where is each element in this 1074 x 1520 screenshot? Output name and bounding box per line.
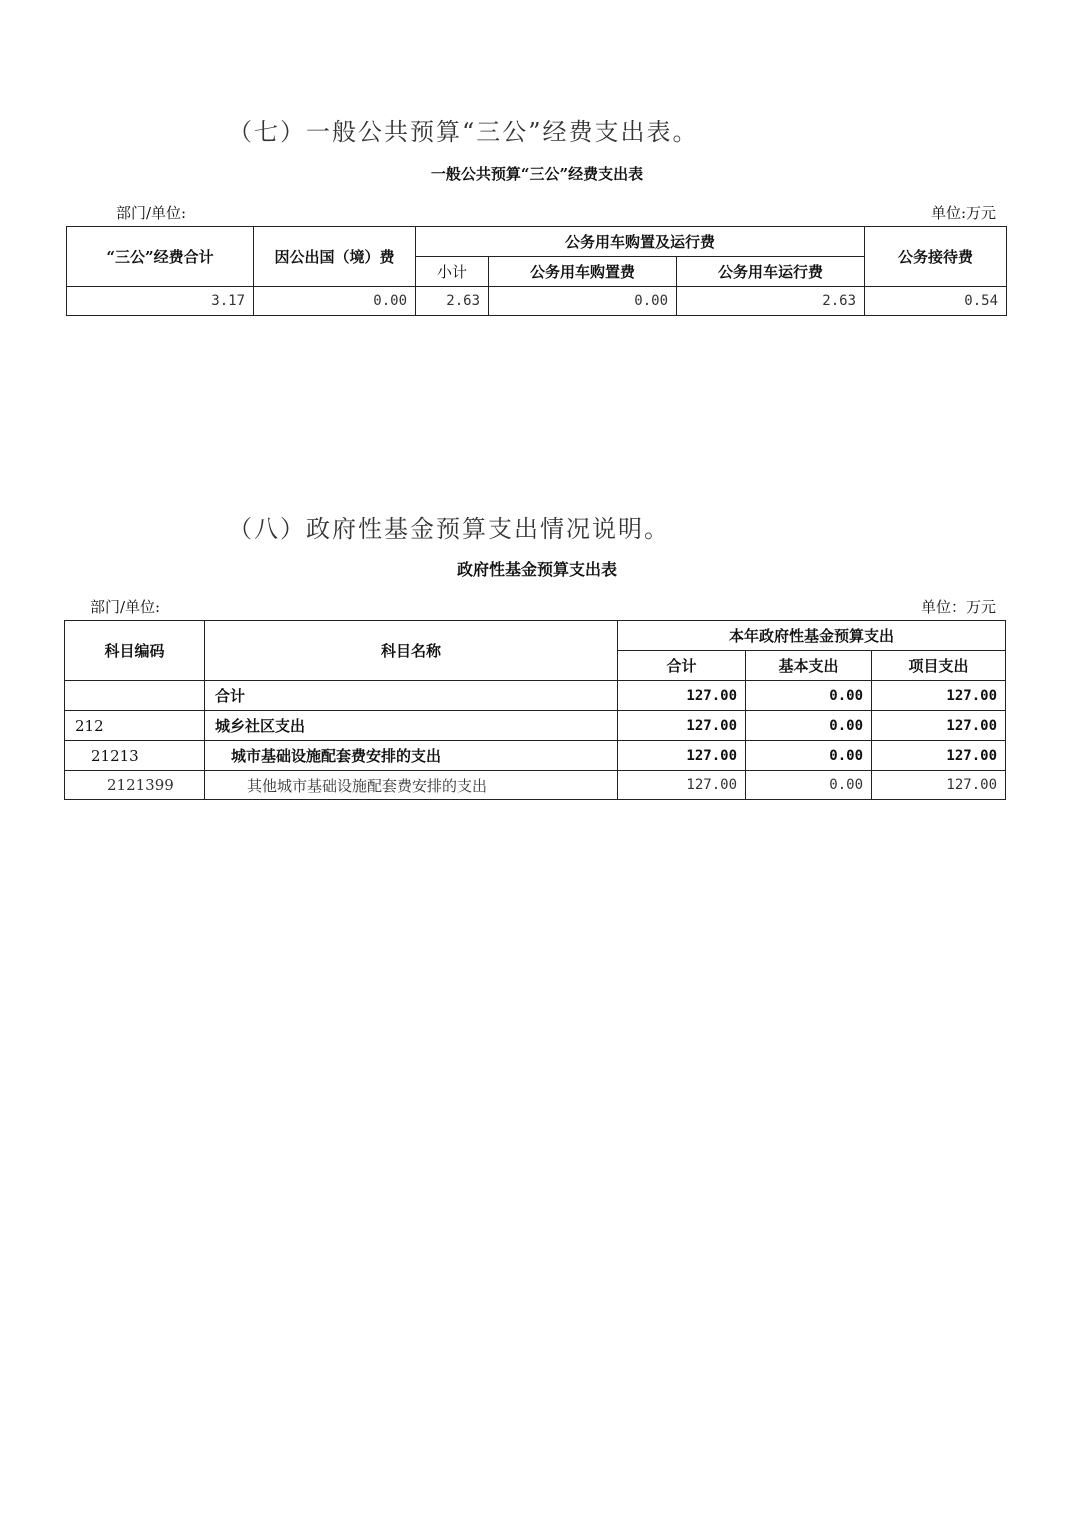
table-row [65,771,1006,800]
section8-dept-label: 部门/单位: [90,598,161,616]
header-project: 项目支出 [872,651,1006,681]
header-total: “三公”经费合计 [67,227,254,287]
row-code: 21213 [65,741,205,771]
value-operation: 2.63 [677,287,865,316]
row-project: 127.00 [872,741,1006,771]
section8-unit-label: 单位：万元 [920,598,996,616]
three-public-expense-table [66,226,1007,316]
table-row [65,711,1006,741]
header-basic: 基本支出 [746,651,872,681]
row-basic: 0.00 [746,741,872,771]
row-project: 127.00 [872,771,1006,800]
table-row [65,741,1006,771]
row-basic: 0.00 [746,681,872,711]
section7-unit-label: 单位:万元 [930,204,996,222]
header-subtotal: 小计 [416,257,489,287]
header-group: 本年政府性基金预算支出 [618,621,1006,651]
row-name: 合计 [205,681,618,711]
row-name: 其他城市基础设施配套费安排的支出 [205,771,618,800]
section8-table-title: 政府性基金预算支出表 [456,560,617,579]
row-total: 127.00 [618,711,746,741]
header-vehicle-group: 公务用车购置及运行费 [416,227,865,257]
row-project: 127.00 [872,681,1006,711]
header-abroad: 因公出国（境）费 [254,227,416,287]
row-project: 127.00 [872,711,1006,741]
row-code: 212 [65,711,205,741]
value-total: 3.17 [67,287,254,316]
header-operation: 公务用车运行费 [677,257,865,287]
table-row [65,681,1006,711]
table-row [67,287,1007,316]
header-reception: 公务接待费 [865,227,1007,287]
value-subtotal: 2.63 [416,287,489,316]
section7-heading: （七）一般公共预算“三公”经费支出表。 [228,118,699,146]
row-total: 127.00 [618,741,746,771]
row-code [65,681,205,711]
row-total: 127.00 [618,681,746,711]
header-total: 合计 [618,651,746,681]
value-abroad: 0.00 [254,287,416,316]
row-code: 2121399 [65,771,205,800]
header-name: 科目名称 [205,621,618,681]
row-basic: 0.00 [746,771,872,800]
value-purchase: 0.00 [489,287,677,316]
section7-table-title: 一般公共预算“三公”经费支出表 [430,165,644,183]
value-reception: 0.54 [865,287,1007,316]
row-name: 城乡社区支出 [205,711,618,741]
row-name: 城市基础设施配套费安排的支出 [205,741,618,771]
header-code: 科目编码 [65,621,205,681]
row-basic: 0.00 [746,711,872,741]
row-total: 127.00 [618,771,746,800]
section7-dept-label: 部门/单位: [116,204,187,222]
header-purchase: 公务用车购置费 [489,257,677,287]
government-fund-table [64,620,1006,800]
section8-heading: （八）政府性基金预算支出情况说明。 [228,515,670,543]
